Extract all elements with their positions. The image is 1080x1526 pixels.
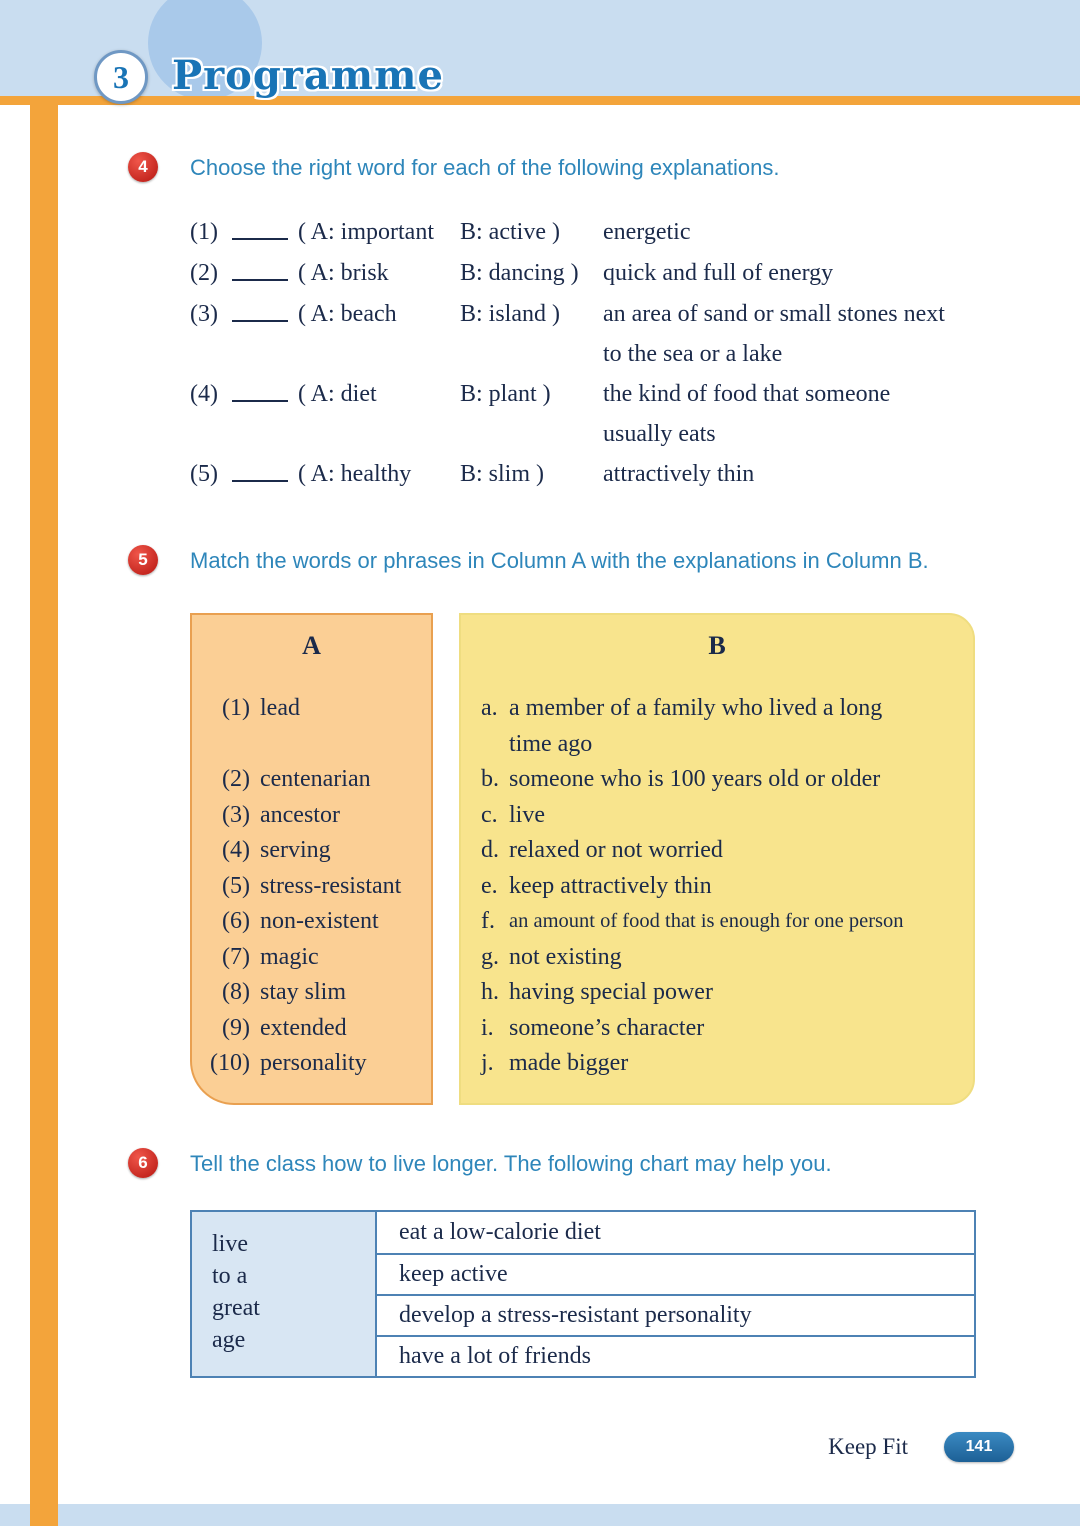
option-b: B: island ) [460, 301, 560, 327]
list-item: h. having special power [481, 975, 961, 1011]
list-item: j. made bigger [481, 1046, 961, 1082]
list-item: b. someone who is 100 years old or older [481, 762, 961, 798]
definition: live [509, 801, 545, 828]
list-item: (2) centenarian [222, 766, 371, 792]
choice-item [190, 212, 1040, 253]
header-underline [0, 96, 1080, 105]
choice-item [190, 454, 1040, 495]
header-band [0, 0, 1080, 96]
choice-item [190, 374, 1040, 454]
explanation: the kind of food that someone usually eats [603, 381, 891, 447]
module-number-badge [94, 50, 148, 104]
list-item: (4) serving [222, 837, 331, 863]
list-item: (3) ancestor [222, 801, 340, 828]
page-footer [828, 1432, 1014, 1462]
exercise-4 [128, 154, 1040, 495]
explanation: quick and full of energy [603, 260, 834, 286]
answer-blank[interactable] [232, 253, 288, 281]
exercise-5-header [128, 547, 1040, 575]
option-a: ( A: brisk [298, 260, 389, 286]
answer-blank[interactable] [232, 294, 288, 322]
list-item: (6) non-existent [222, 908, 379, 934]
blank-cell [232, 212, 298, 253]
list-item: a. a member of a family who lived a long time ago [481, 691, 961, 762]
chart-tip-row: have a lot of friends [377, 1335, 974, 1376]
column-b-box [459, 613, 975, 1105]
live-longer-chart [190, 1210, 976, 1378]
option-b: B: active ) [460, 219, 560, 245]
chart-tip-row: develop a stress-resistant personality [377, 1294, 974, 1335]
definition: an amount of food that is enough for one person [509, 910, 904, 932]
option-b: B: slim ) [460, 461, 545, 487]
definition: someone’s character [509, 1014, 705, 1041]
list-item: f. an amount of food that is enough for one person [481, 904, 961, 940]
list-item: (7) magic [222, 943, 319, 970]
answer-blank[interactable] [232, 454, 288, 482]
exercise-6-badge: 6 [128, 1148, 158, 1178]
definition: a member of a family who lived a long time ago [509, 695, 883, 757]
option-a: ( A: diet [298, 381, 377, 407]
option-b: B: dancing ) [460, 260, 579, 286]
unit-title: Keep Fit [828, 1434, 908, 1459]
page-number-badge [944, 1432, 1014, 1462]
list-item: c. live [481, 798, 961, 834]
item-number: (1) [190, 219, 218, 245]
item-number: (4) [190, 381, 218, 407]
exercise-6 [128, 1150, 1040, 1378]
bottom-band [0, 1504, 1080, 1526]
explanation: attractively thin [603, 461, 755, 487]
choice-item [190, 294, 1040, 374]
list-item: (9) extended [222, 1014, 347, 1041]
exercise-5 [128, 547, 1040, 1105]
chart-topic-cell: live to a great age [192, 1212, 377, 1376]
option-b: B: plant ) [460, 381, 551, 407]
list-item: (1) lead [222, 695, 300, 721]
item-number: (3) [190, 301, 218, 327]
exercise-4-header [128, 154, 1040, 182]
chart-tip-row: keep active [377, 1253, 974, 1294]
list-item: g. not existing [481, 940, 961, 976]
item-number: (5) [190, 461, 218, 487]
page-number: 141 [965, 1438, 993, 1455]
explanation: energetic [603, 219, 691, 245]
exercise-6-instruction: Tell the class how to live longer. The following chart may help you. [190, 1151, 832, 1176]
column-a-header: A [302, 631, 321, 660]
list-item: (10) personality [210, 1050, 367, 1076]
chart-tip-row: eat a low-calorie diet [377, 1212, 974, 1253]
definition: not existing [509, 943, 622, 970]
item-number: (2) [190, 260, 218, 286]
definition: having special power [509, 979, 713, 1005]
definition: made bigger [509, 1050, 629, 1076]
column-a-list [192, 691, 431, 1082]
option-a: ( A: important [298, 219, 434, 245]
blank-cell [232, 374, 298, 454]
column-a-box [190, 613, 433, 1105]
choice-item [190, 253, 1040, 294]
exercise-5-badge: 5 [128, 545, 158, 575]
column-b-list [461, 691, 973, 1082]
list-item: d. relaxed or not worried [481, 833, 961, 869]
exercise-5-instruction: Match the words or phrases in Column A with the explanations in Column B. [190, 548, 929, 573]
explanation: an area of sand or small stones next to the sea or a lake [603, 301, 945, 367]
list-item: i. someone’s character [481, 1011, 961, 1047]
exercise-4-badge: 4 [128, 152, 158, 182]
column-b-header: B [708, 631, 726, 660]
exercise-4-items [190, 212, 1040, 495]
page-title: Programme [172, 52, 444, 99]
option-a: ( A: beach [298, 301, 397, 327]
definition: relaxed or not worried [509, 837, 723, 863]
exercise-6-header [128, 1150, 1040, 1178]
module-number: 3 [113, 58, 129, 95]
blank-cell [232, 253, 298, 294]
definition: keep attractively thin [509, 872, 712, 899]
list-item: (8) stay slim [222, 979, 347, 1005]
blank-cell [232, 454, 298, 495]
list-item: (5) stress-resistant [222, 872, 402, 899]
option-a: ( A: healthy [298, 461, 412, 487]
exercise-4-instruction: Choose the right word for each of the following explanations. [190, 155, 780, 180]
matching-boxes [190, 613, 1040, 1105]
blank-cell [232, 294, 298, 374]
answer-blank[interactable] [232, 374, 288, 402]
definition: someone who is 100 years old or older [509, 766, 881, 792]
list-item: e. keep attractively thin [481, 869, 961, 905]
answer-blank[interactable] [232, 212, 288, 240]
left-margin-strip [30, 103, 58, 1526]
